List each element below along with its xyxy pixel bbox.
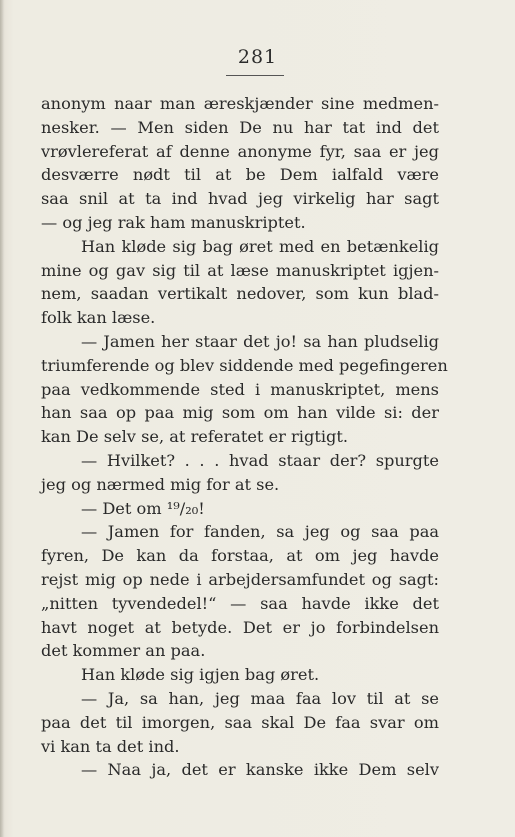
- text-line: det kommer an paa.: [41, 641, 206, 661]
- text-line: — Jamen her staar det jo! sa han pludselig: [81, 331, 439, 351]
- text-line: vrøvlereferat af denne anonyme fyr, saa er jeg: [41, 141, 439, 161]
- text-line: nesker. — Men siden De nu har tat ind det: [41, 117, 439, 137]
- text-line: jeg og nærmed mig for at se.: [41, 474, 280, 494]
- text-line: han saa op paa mig som om han vilde si: der: [41, 403, 439, 423]
- text-line: — og jeg rak ham manuskriptet.: [41, 212, 306, 232]
- text-line: rejst mig op nede i arbejdersamfundet og sagt:: [41, 569, 439, 589]
- body-text: [41, 92, 448, 782]
- text-line: Han kløde sig bag øret med en betænkelig: [81, 236, 439, 256]
- page-number: 281: [237, 46, 278, 68]
- text-line: folk kan læse.: [41, 308, 156, 328]
- text-line: vi kan ta det ind.: [41, 736, 180, 756]
- text-line: mine og gav sig til at læse manuskriptet igjen-: [41, 260, 439, 280]
- text-line: — Hvilket? . . . hvad staar der? spurgte: [81, 450, 439, 470]
- text-line: paa vedkommende sted i manuskriptet, mens: [41, 379, 439, 399]
- text-line: „nitten tyvendedel!“ — saa havde ikke det: [41, 593, 439, 613]
- text-line: fyren, De kan da forstaa, at om jeg havde: [41, 546, 439, 566]
- text-line: nem, saadan vertikalt nedover, som kun blad-: [41, 284, 439, 304]
- text-line: desværre nødt til at be Dem ialfald være: [41, 165, 439, 185]
- page-gutter-shadow: [0, 0, 4, 837]
- text-line: triumferende og blev siddende med pegefingeren: [41, 355, 448, 375]
- text-line: Han kløde sig igjen bag øret.: [81, 665, 320, 685]
- text-line: — Jamen for fanden, sa jeg og saa paa: [81, 522, 439, 542]
- text-line: — Det om ¹⁹/₂₀!: [81, 498, 205, 518]
- text-line: saa snil at ta ind hvad jeg virkelig har sagt: [41, 189, 439, 209]
- page-number-rule: [226, 75, 284, 76]
- text-line: — Ja, sa han, jeg maa faa lov til at se: [81, 688, 439, 708]
- text-line: — Naa ja, det er kanske ikke Dem selv: [81, 760, 439, 780]
- text-line: havt noget at betyde. Det er jo forbindelsen: [41, 617, 439, 637]
- text-line: anonym naar man æreskjænder sine medmen-: [41, 94, 439, 113]
- text-line: paa det til imorgen, saa skal De faa svar om: [41, 712, 439, 732]
- text-line: kan De selv se, at referatet er rigtigt.: [41, 427, 349, 447]
